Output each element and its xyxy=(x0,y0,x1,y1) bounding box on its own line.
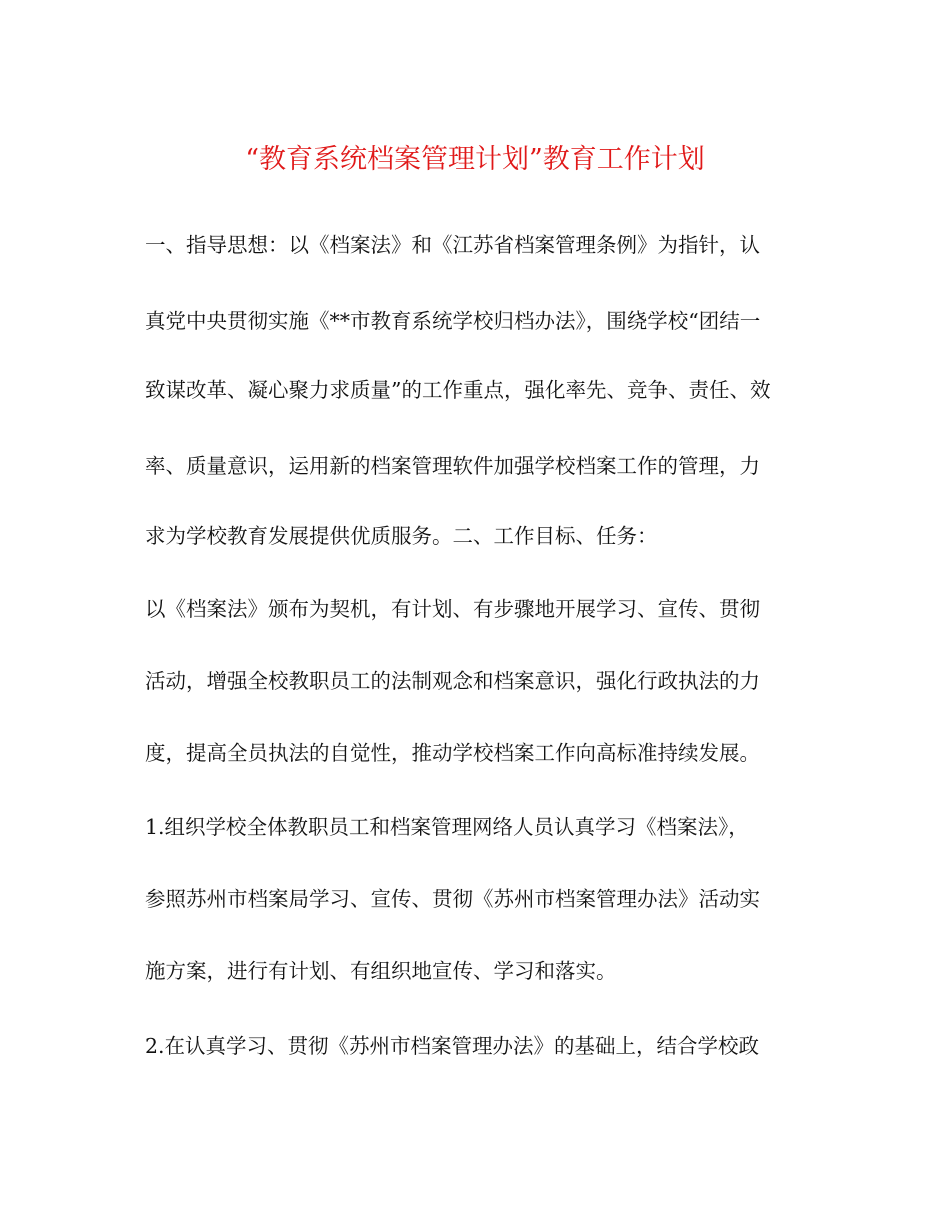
body-line-7: 活动，增强全校教职员工的法制观念和档案意识，强化行政执法的力 xyxy=(145,669,760,693)
body-line-4: 率、质量意识，运用新的档案管理软件加强学校档案工作的管理，力 xyxy=(145,454,760,478)
body-line-3: 致谋改革、凝心聚力求质量”的工作重点，强化率先、竞争、责任、效 xyxy=(145,378,771,402)
body-line-5: 求为学校教育发展提供优质服务。二、工作目标、任务： xyxy=(145,524,658,548)
body-line-2: 真党中央贯彻实施《**市教育系统学校归档办法》，围绕学校“团结一 xyxy=(145,309,761,333)
body-line-1: 一、指导思想：以《档案法》和《江苏省档案管理条例》为指针，认 xyxy=(145,233,760,257)
document-title: “教育系统档案管理计划”教育工作计划 xyxy=(245,144,705,175)
body-line-11: 施方案，进行有计划、有组织地宣传、学习和落实。 xyxy=(145,959,617,983)
body-line-10: 参照苏州市档案局学习、宣传、贯彻《苏州市档案管理办法》活动实 xyxy=(145,887,760,911)
body-line-12: 2.在认真学习、贯彻《苏州市档案管理办法》的基础上，结合学校政 xyxy=(145,1034,760,1058)
body-line-9: 1.组织学校全体教职员工和档案管理网络人员认真学习《档案法》， xyxy=(145,815,749,839)
body-line-6: 以《档案法》颁布为契机，有计划、有步骤地开展学习、宣传、贯彻 xyxy=(145,597,760,621)
body-line-8: 度，提高全员执法的自觉性，推动学校档案工作向高标准持续发展。 xyxy=(145,741,760,765)
